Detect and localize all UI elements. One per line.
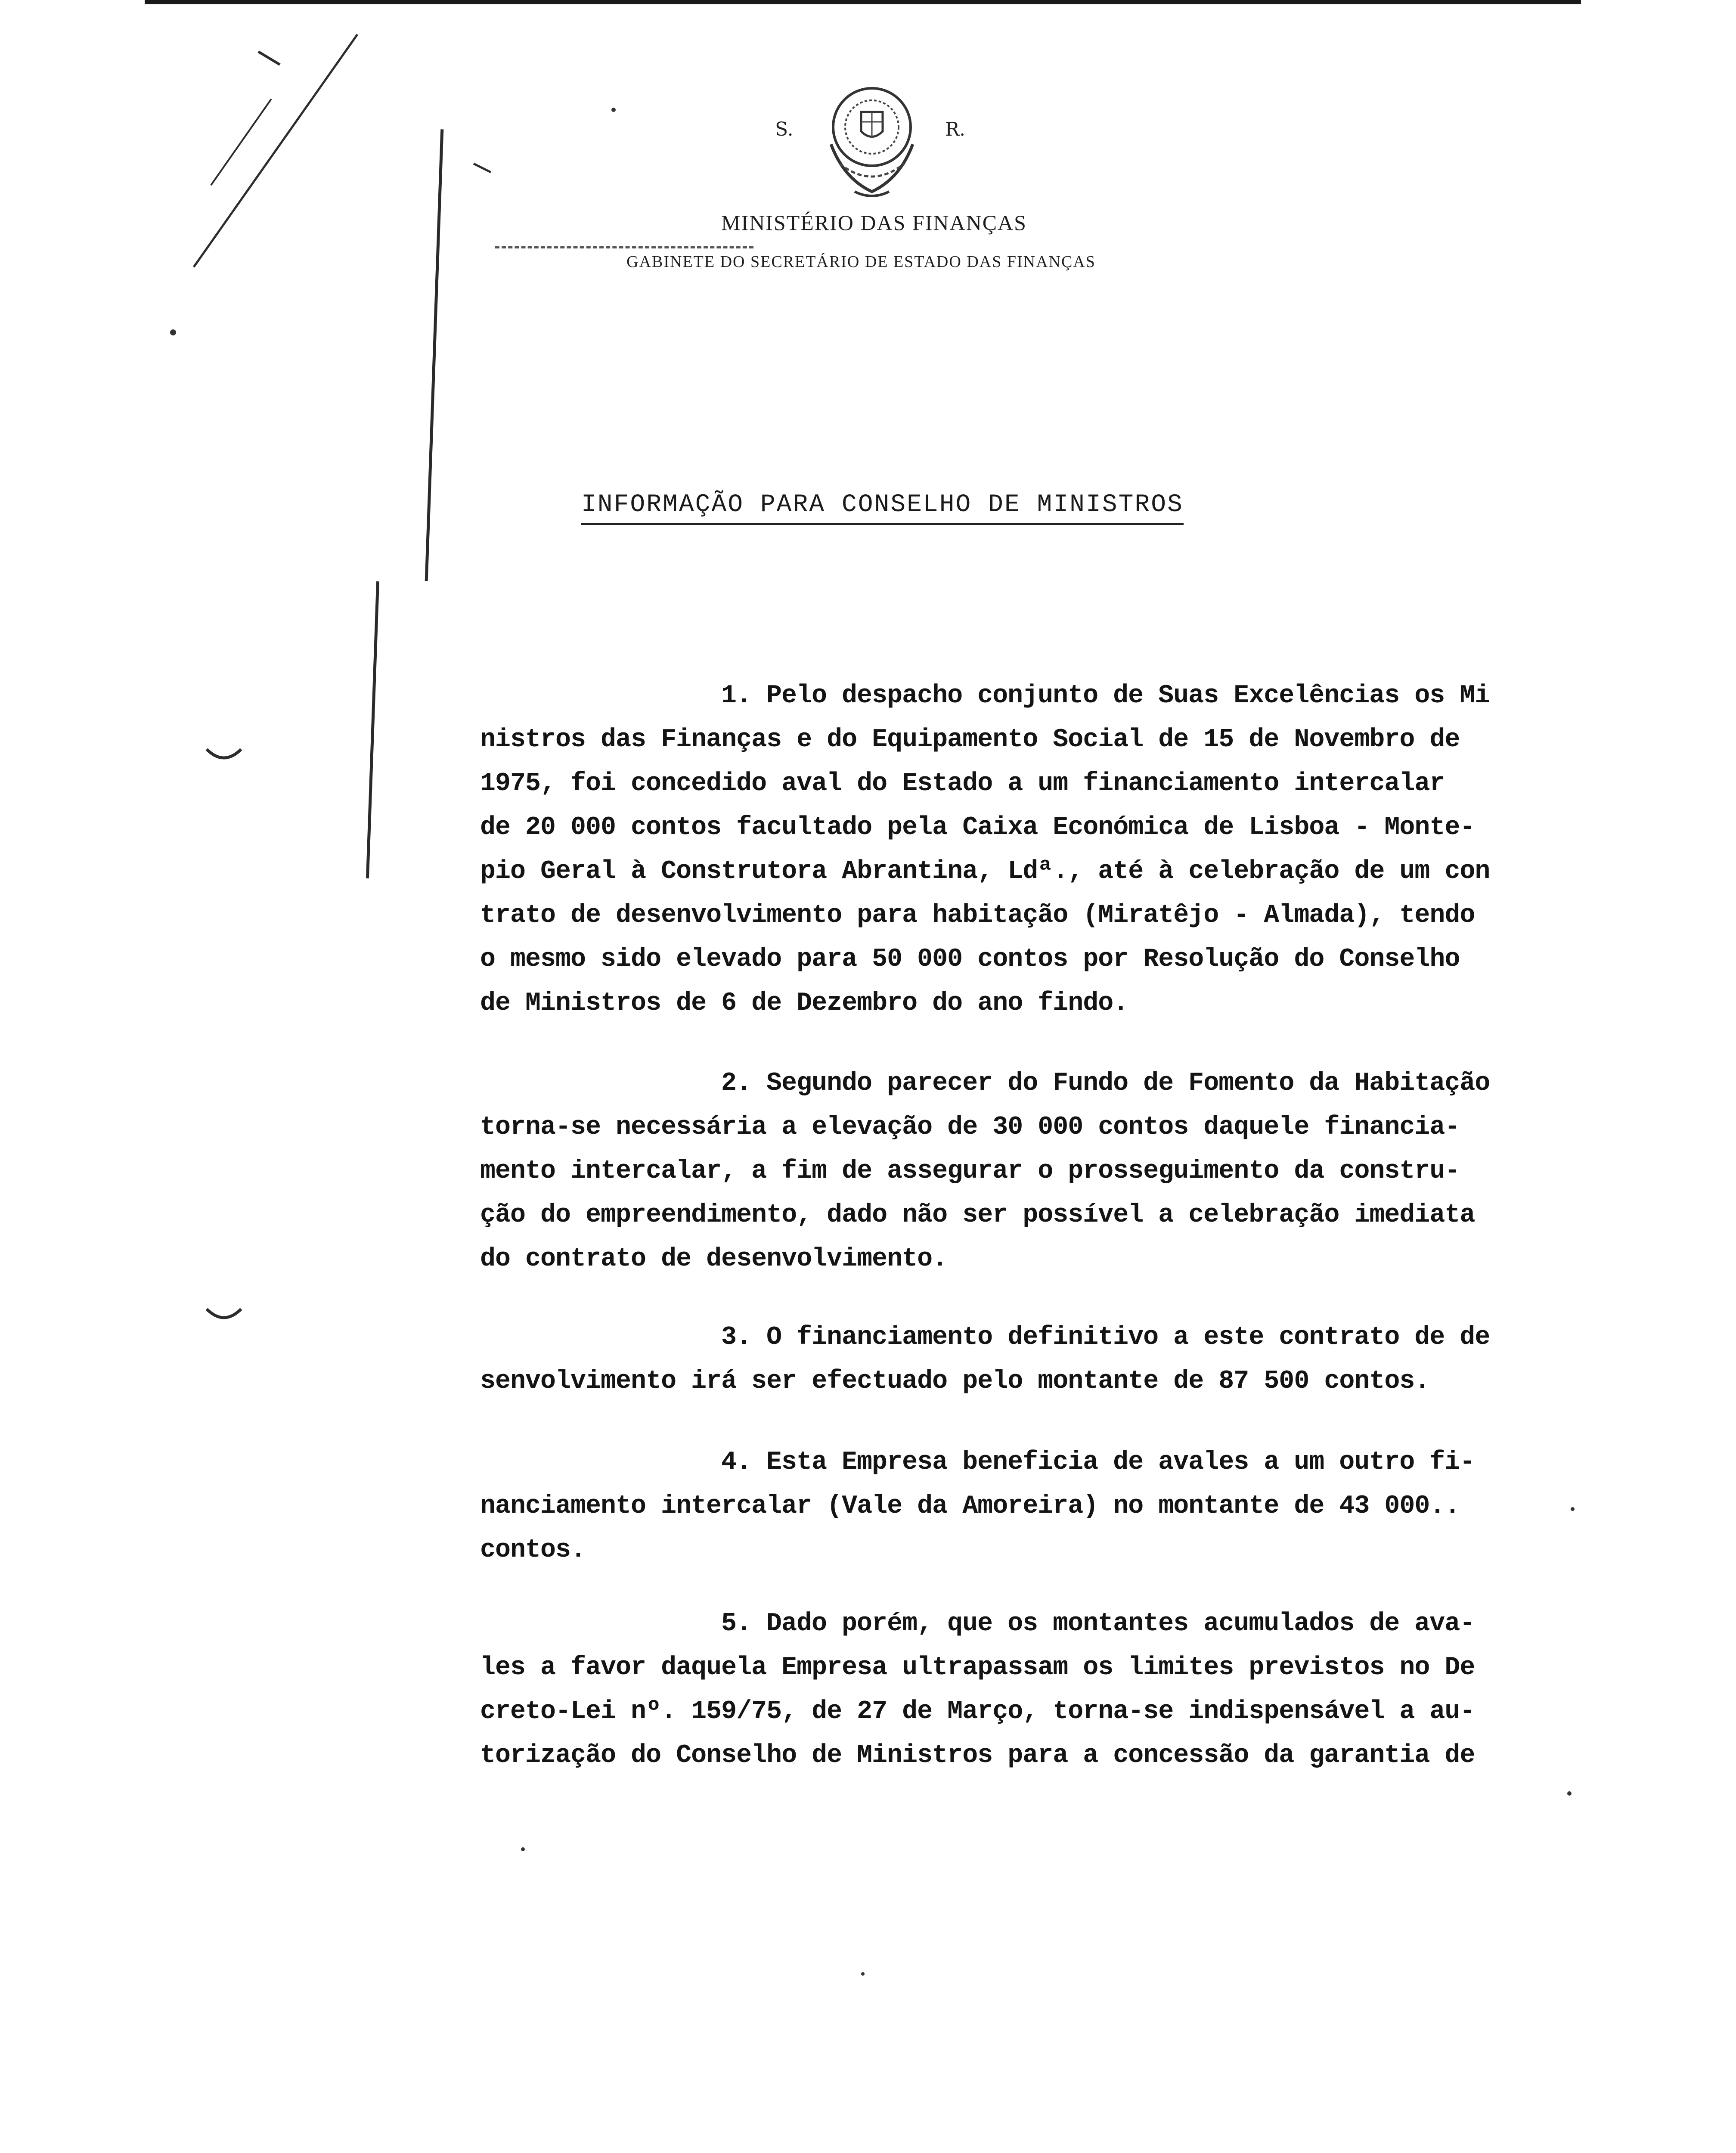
seal-right-mark: R.	[945, 118, 966, 140]
paragraph-line: nanciamento intercalar (Vale da Amoreira) no montante de 43 000..	[480, 1492, 1460, 1521]
paragraph-line: o mesmo sido elevado para 50 000 contos por Resolução do Conselho	[480, 945, 1460, 974]
top-border-rule	[145, 0, 1581, 4]
paragraph-5	[480, 1602, 1539, 1778]
paragraph-line: les a favor daquela Empresa ultrapassam os limites previstos no De	[480, 1653, 1475, 1682]
paragraph-2	[480, 1061, 1539, 1281]
scan-speck	[521, 1847, 525, 1851]
scan-scratch-marks	[142, 26, 573, 327]
paragraph-line: torna-se necessária a elevação de 30 000 contos daquele financia-	[480, 1113, 1460, 1142]
paragraph-3	[480, 1315, 1539, 1403]
scan-speck	[170, 329, 176, 335]
margin-line-lower	[366, 581, 379, 878]
scan-bracket-marks	[198, 732, 284, 1335]
paragraph-line: 1975, foi concedido aval do Estado a um financiamento intercalar	[480, 769, 1445, 798]
scan-speck	[861, 1972, 865, 1976]
document-title: INFORMAÇÃO PARA CONSELHO DE MINISTROS	[581, 491, 1184, 525]
paragraph-line: 1. Pelo despacho conjunto de Suas Excelências os Mi	[721, 681, 1490, 710]
paragraph-line: de Ministros de 6 de Dezembro do ano findo.	[480, 989, 1128, 1018]
coat-of-arms-seal	[814, 71, 930, 205]
paragraph-line: torização do Conselho de Ministros para a concessão da garantia de	[480, 1741, 1475, 1770]
cabinet-name: GABINETE DO SECRETÁRIO DE ESTADO DAS FINANÇAS	[626, 253, 1096, 271]
paragraph-line: 3. O financiamento definitivo a este contrato de de	[721, 1323, 1490, 1352]
header-dashed-rule	[495, 246, 753, 248]
paragraph-line: 4. Esta Empresa beneficia de avales a um outro fi-	[721, 1448, 1475, 1477]
paragraph-4	[480, 1440, 1539, 1572]
paragraph-line: ção do empreendimento, dado não ser possível a celebração imediata	[480, 1201, 1475, 1230]
paragraph-line: senvolvimento irá ser efectuado pelo montante de 87 500 contos.	[480, 1367, 1430, 1396]
paragraph-line: de 20 000 contos facultado pela Caixa Económica de Lisboa - Monte-	[480, 813, 1475, 842]
paragraph-line: pio Geral à Construtora Abrantina, Ldª., até à celebração de um con	[480, 857, 1490, 886]
ministry-name: MINISTÉRIO DAS FINANÇAS	[721, 211, 1027, 235]
paragraph-line: 2. Segundo parecer do Fundo de Fomento da Habitação	[721, 1069, 1490, 1098]
paragraph-1	[480, 674, 1539, 1025]
seal-left-mark: S.	[775, 118, 794, 140]
paragraph-line: do contrato de desenvolvimento.	[480, 1244, 948, 1274]
scan-speck	[1571, 1507, 1575, 1511]
scan-speck	[611, 108, 616, 112]
paragraph-line: trato de desenvolvimento para habitação (Miratêjo - Almada), tendo	[480, 901, 1475, 930]
paragraph-line: mento intercalar, a fim de assegurar o prosseguimento da constru-	[480, 1157, 1460, 1186]
scan-speck	[1567, 1791, 1572, 1796]
paragraph-line: 5. Dado porém, que os montantes acumulados de ava-	[721, 1609, 1475, 1638]
paragraph-line: nistros das Finanças e do Equipamento Social de 15 de Novembro de	[480, 725, 1460, 754]
paragraph-line: creto-Lei nº. 159/75, de 27 de Março, torna-se indispensável a au-	[480, 1697, 1475, 1726]
paragraph-line: contos.	[480, 1536, 586, 1565]
